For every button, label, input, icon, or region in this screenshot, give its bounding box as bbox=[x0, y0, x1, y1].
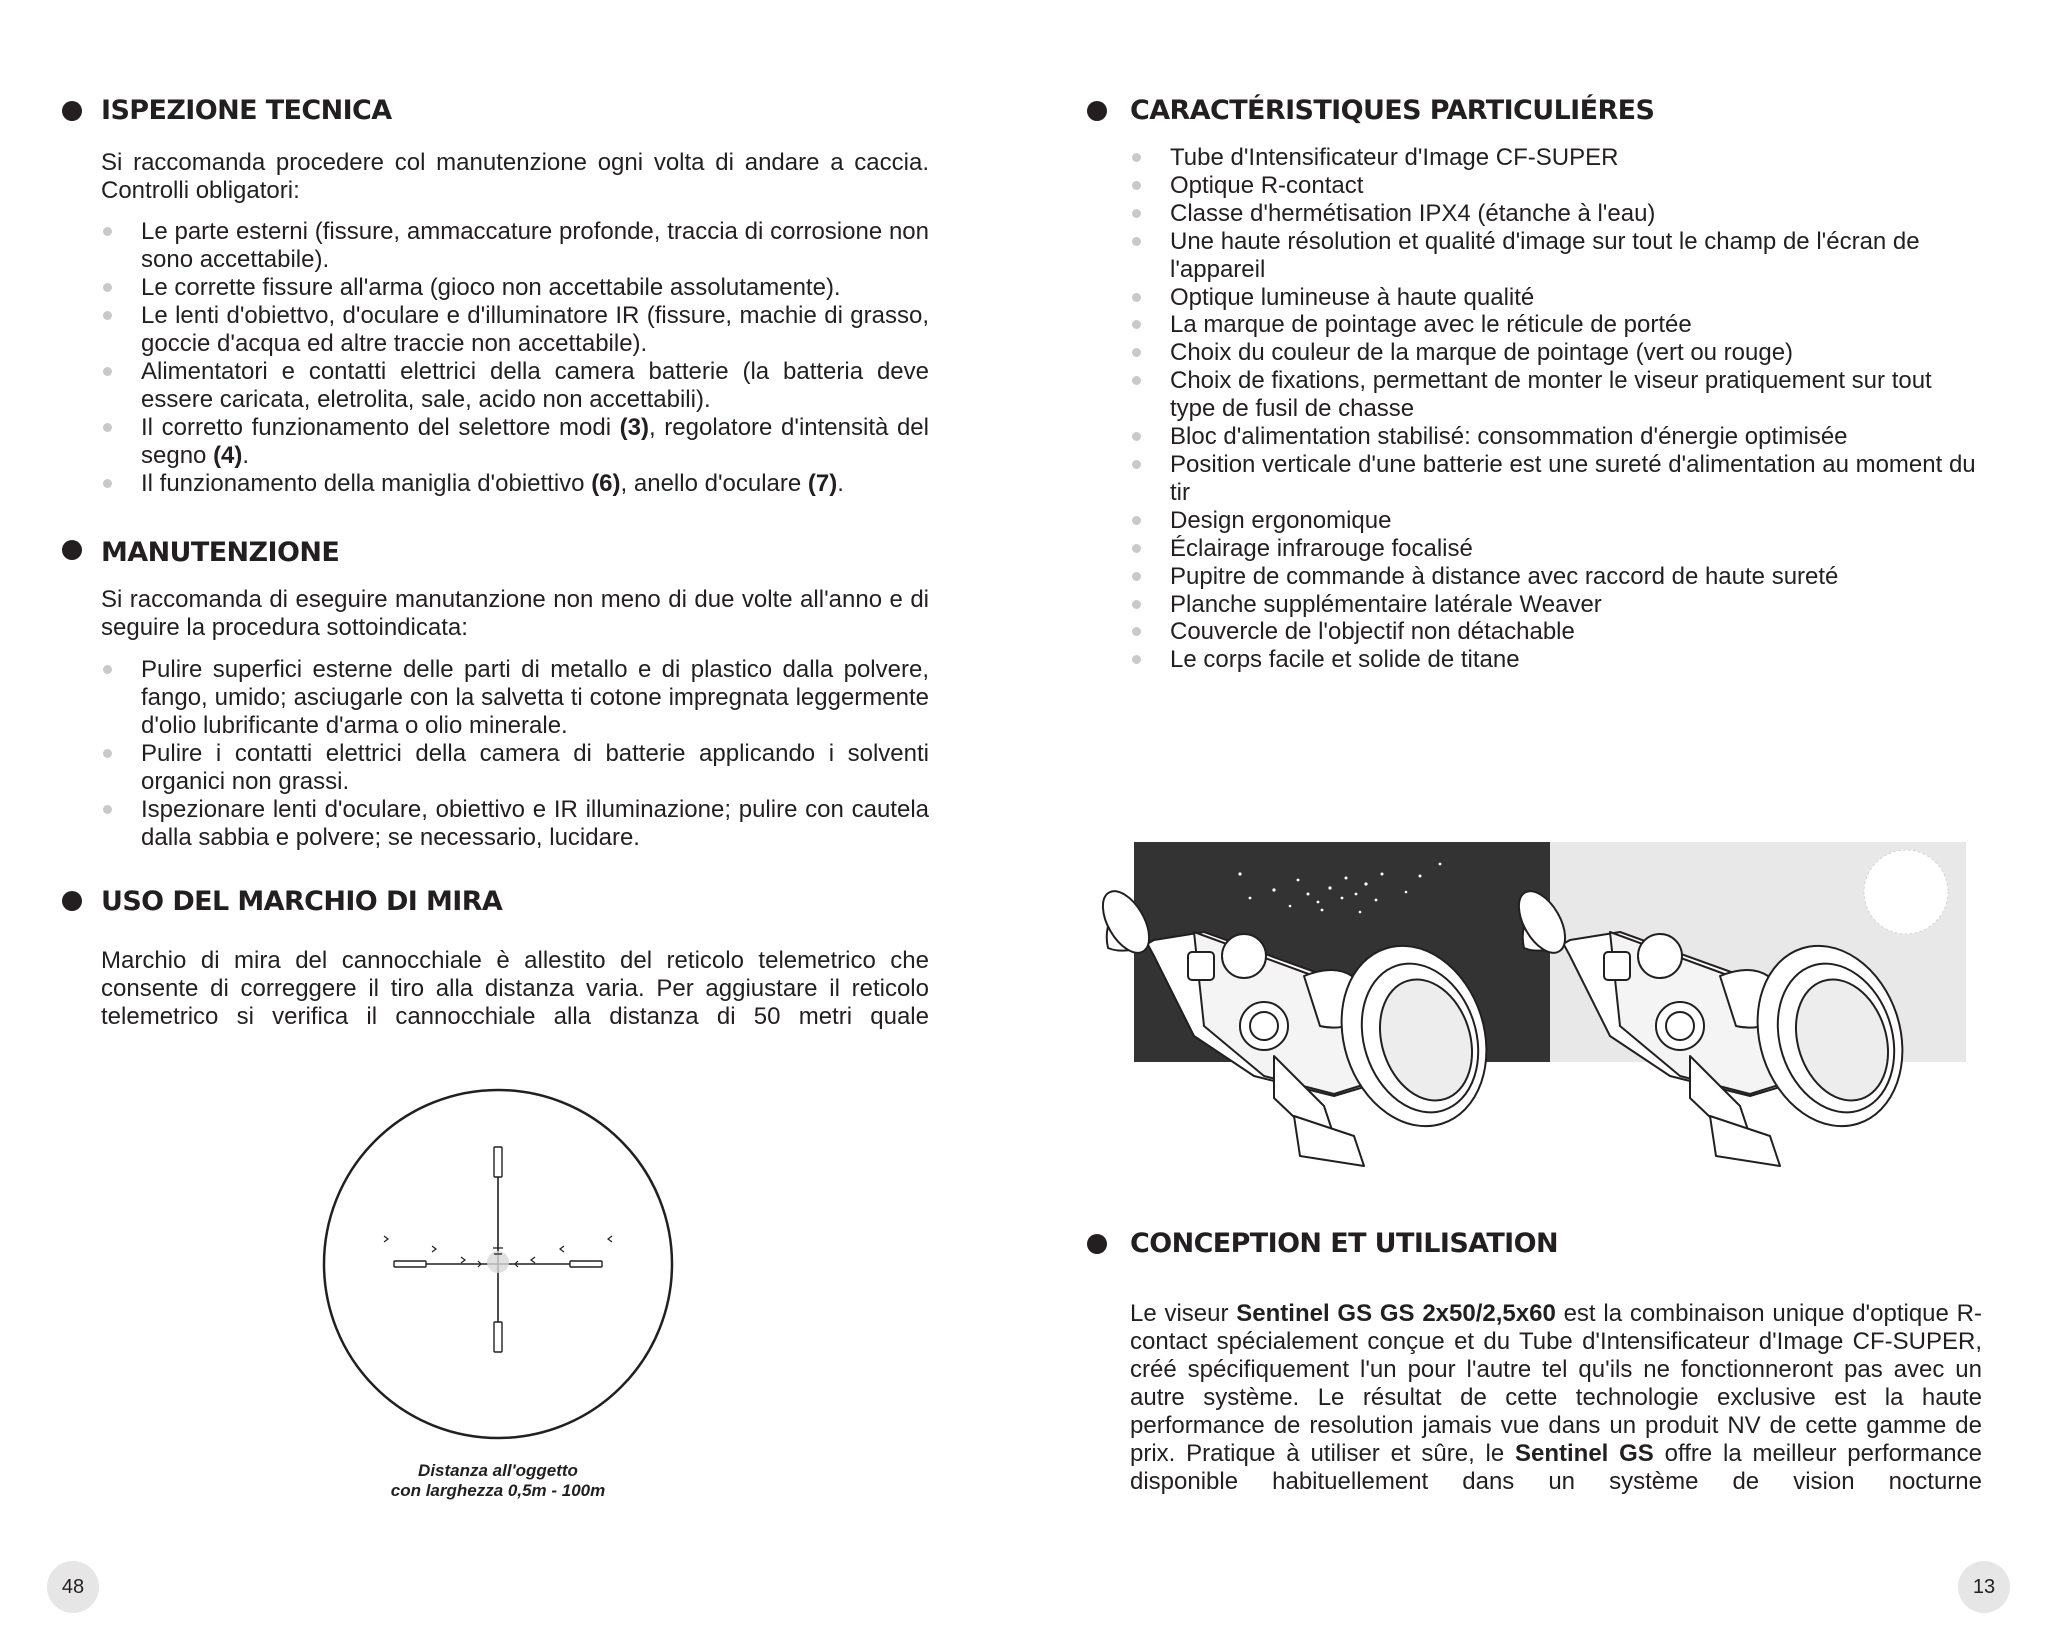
reticle-post-left bbox=[394, 1261, 426, 1267]
part-reference: (6) bbox=[591, 470, 621, 497]
bullet-icon bbox=[1132, 516, 1141, 525]
reticle-post-right bbox=[570, 1261, 602, 1267]
bullet-icon bbox=[1132, 293, 1141, 302]
list-item: La marque de pointage avec le réticule de portée bbox=[1130, 311, 1982, 339]
bullet-icon bbox=[1132, 376, 1141, 385]
heading-bullet bbox=[62, 540, 82, 560]
part-reference: (3) bbox=[619, 414, 650, 441]
list-item: Le parte esterni (fissure, ammaccature profonde, traccia di corrosione non sono accettabile). bbox=[101, 218, 929, 274]
list-item: Tube d'Intensificateur d'Image CF-SUPER bbox=[1130, 144, 1982, 172]
caption-line-1: Distanza all'oggetto bbox=[418, 1461, 578, 1480]
part-reference: (7) bbox=[807, 470, 838, 497]
product-name: Sentinel GS GS 2x50/2,5x60 bbox=[1236, 1300, 1556, 1327]
bullet-icon bbox=[1132, 237, 1141, 246]
reticle-post-bottom bbox=[494, 1322, 502, 1352]
list-item: Design ergonomique bbox=[1130, 507, 1982, 535]
sun-icon bbox=[1864, 850, 1948, 934]
heading-bullet bbox=[1087, 1234, 1107, 1254]
features-heading: CARACTÉRISTIQUES PARTICULIÉRES bbox=[1130, 95, 1655, 126]
bullet-icon bbox=[1132, 572, 1141, 581]
maintenance-intro: Si raccomanda di eseguire manutanzione non meno di due volte all'anno e di seguire la procedura sottoindicata: bbox=[101, 586, 929, 641]
list-item: Pulire i contatti elettrici della camera di batterie applicando i solventi organici non grassi. bbox=[101, 740, 929, 796]
bullet-icon bbox=[1132, 181, 1141, 190]
bullet-icon bbox=[1132, 209, 1141, 218]
bullet-icon bbox=[103, 367, 112, 376]
maintenance-heading: MANUTENZIONE bbox=[101, 537, 340, 568]
caption-line-2: con larghezza 0,5m - 100m bbox=[390, 1481, 606, 1500]
list-item: Choix du couleur de la marque de pointage (vert ou rouge) bbox=[1130, 339, 1982, 367]
bullet-icon bbox=[103, 665, 112, 674]
bullet-icon bbox=[103, 283, 112, 292]
bullet-icon bbox=[1132, 460, 1141, 469]
bullet-icon bbox=[1132, 544, 1141, 553]
list-item: Alimentatori e contatti elettrici della camera batterie (la batteria deve essere caricata, eletrolita, sale, acido non accettabili). bbox=[101, 358, 929, 414]
reticle-caption bbox=[318, 1461, 678, 1501]
list-item: Classe d'hermétisation IPX4 (étanche à l'eau) bbox=[1130, 200, 1982, 228]
bullet-icon bbox=[103, 749, 112, 758]
list-item: Le lenti d'obiettvo, d'oculare e d'illuminatore IR (fissure, machie di grasso, goccie d'acqua ed altre traccie non accettabile). bbox=[101, 302, 929, 358]
reticle-diagram bbox=[318, 1084, 678, 1444]
list-item: Bloc d'alimentation stabilisé: consommation d'énergie optimisée bbox=[1130, 423, 1982, 451]
heading-bullet bbox=[62, 101, 82, 121]
list-item: Choix de fixations, permettant de monter le viseur pratiquement sur tout type de fusil de chasse bbox=[1130, 367, 1982, 423]
list-item: Le corps facile et solide de titane bbox=[1130, 646, 1982, 674]
bullet-icon bbox=[1132, 153, 1141, 162]
right-page bbox=[1024, 0, 2048, 1641]
list-item: Éclairage infrarouge focalisé bbox=[1130, 535, 1982, 563]
list-item: Pupitre de commande à distance avec raccord de haute sureté bbox=[1130, 563, 1982, 591]
page-number: 48 bbox=[47, 1561, 99, 1613]
scope-illustration bbox=[1084, 836, 1996, 1174]
list-item: Couvercle de l'objectif non détachable bbox=[1130, 618, 1982, 646]
list-item: Il corretto funzionamento del selettore modi (3), regolatore d'intensità del segno (4). bbox=[101, 414, 929, 470]
product-name: Sentinel GS bbox=[1515, 1440, 1654, 1467]
page-number: 13 bbox=[1958, 1561, 2010, 1613]
list-item: Le corrette fissure all'arma (gioco non accettabile assolutamente). bbox=[101, 274, 929, 302]
reticle-usage-body: Marchio di mira del cannocchiale è allestito del reticolo telemetrico che consente di correggere il tiro alla distanza varia. Per aggiustare il reticolo telemetrico si verifica il cannocchiale alla distanza di 50 metri quale bbox=[101, 947, 929, 1030]
inspection-intro: Si raccomanda procedere col manutenzione ogni volta di andare a caccia. Controlli obligatori: bbox=[101, 149, 929, 204]
part-reference: (4) bbox=[213, 442, 243, 469]
reticle-post-top bbox=[494, 1147, 502, 1177]
bullet-icon bbox=[1132, 348, 1141, 357]
reticle-usage-heading: USO DEL MARCHIO DI MIRA bbox=[101, 886, 503, 917]
design-body: Le viseur Sentinel GS GS 2x50/2,5x60 est la combinaison unique d'optique R-contact spécialement conçue et du Tube d'Intensificateur d'Image CF-SUPER, créé spécifiquement l'un pour l'autre tel qu'ils ne fonctionneront pas avec un autre système. Le résultat de cette technologie exclusive est la haute performance de resolution jamais vue dans un produit NV de cette gamme de prix. Pratique à utiliser et sûre, le Sentinel GS offre la meilleur performance disponible habituellement dans un système de vision nocturne bbox=[1130, 1300, 1983, 1495]
list-item: Planche supplémentaire latérale Weaver bbox=[1130, 591, 1982, 619]
inspection-heading: ISPEZIONE TECNICA bbox=[101, 95, 392, 126]
inspection-checklist bbox=[101, 218, 929, 498]
list-item: Position verticale d'une batterie est une sureté d'alimentation au moment du tir bbox=[1130, 451, 1982, 507]
bullet-icon bbox=[103, 311, 112, 320]
maintenance-steps bbox=[101, 656, 929, 852]
features-list bbox=[1130, 144, 1982, 674]
list-item: Optique R-contact bbox=[1130, 172, 1982, 200]
list-item: Ispezionare lenti d'oculare, obiettivo e IR illuminazione; pulire con cautela dalla sabbia e polvere; se necessario, lucidare. bbox=[101, 796, 929, 852]
bullet-icon bbox=[1132, 655, 1141, 664]
list-item: Une haute résolution et qualité d'image sur tout le champ de l'écran de l'appareil bbox=[1130, 228, 1982, 284]
list-item: Optique lumineuse à haute qualité bbox=[1130, 284, 1982, 312]
heading-bullet bbox=[1087, 101, 1107, 121]
heading-bullet bbox=[62, 891, 82, 911]
bullet-icon bbox=[103, 805, 112, 814]
bullet-icon bbox=[103, 479, 112, 488]
bullet-icon bbox=[1132, 320, 1141, 329]
design-heading: CONCEPTION ET UTILISATION bbox=[1130, 1228, 1558, 1259]
bullet-icon bbox=[1132, 600, 1141, 609]
list-item: Pulire superfici esterne delle parti di metallo e di plastico dalla polvere, fango, umido; asciugarle con la salvetta ti cotone impregnata leggermente d'olio lubrificante d'arma o olio minerale. bbox=[101, 656, 929, 740]
bullet-icon bbox=[1132, 432, 1141, 441]
bullet-icon bbox=[1132, 627, 1141, 636]
bullet-icon bbox=[103, 227, 112, 236]
list-item: Il funzionamento della maniglia d'obiettivo (6), anello d'oculare (7). bbox=[101, 470, 929, 498]
bullet-icon bbox=[103, 423, 112, 432]
